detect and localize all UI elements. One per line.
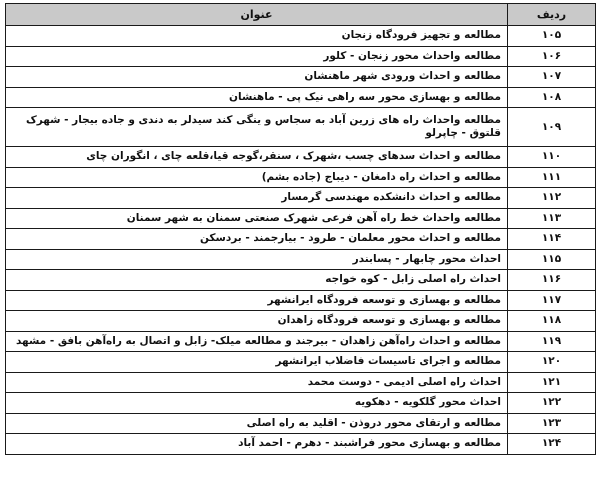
row-number-cell: ۱۰۹ xyxy=(508,108,596,147)
row-title-cell: مطالعه و احداث ورودی شهر ماهنشان xyxy=(6,67,508,88)
row-number-cell: ۱۲۴ xyxy=(508,434,596,455)
row-title-cell: احداث راه اصلی زابل - کوه خواجه xyxy=(6,270,508,291)
table-row xyxy=(6,413,596,434)
table-row xyxy=(6,290,596,311)
row-number-cell: ۱۰۷ xyxy=(508,67,596,88)
row-number-cell: ۱۲۱ xyxy=(508,372,596,393)
projects-table xyxy=(5,3,596,455)
row-number-cell: ۱۱۲ xyxy=(508,188,596,209)
row-number-cell: ۱۱۳ xyxy=(508,208,596,229)
row-title-cell: مطالعه و بهسازی و توسعه فرودگاه زاهدان xyxy=(6,311,508,332)
row-title-cell: مطالعه و احداث دانشکده مهندسی گرمسار xyxy=(6,188,508,209)
table-row xyxy=(6,208,596,229)
row-title-cell: مطالعه و ارتقای محور دروذن - اقلید به راه اصلی xyxy=(6,413,508,434)
table-row xyxy=(6,311,596,332)
row-title-cell: احداث محور چابهار - پسابندر xyxy=(6,249,508,270)
row-title-cell: احداث راه اصلی ادیمی - دوست محمد xyxy=(6,372,508,393)
row-number-cell: ۱۲۲ xyxy=(508,393,596,414)
table-row xyxy=(6,87,596,108)
row-number-cell: ۱۱۷ xyxy=(508,290,596,311)
row-title-cell: مطالعه و احداث راه دامغان - دیباج (جاده بشم) xyxy=(6,167,508,188)
table-row xyxy=(6,108,596,147)
table-row xyxy=(6,331,596,352)
table-body xyxy=(6,26,596,455)
row-title-cell: مطالعه و تجهیز فرودگاه زنجان xyxy=(6,26,508,47)
row-number-cell: ۱۱۴ xyxy=(508,229,596,250)
table-row xyxy=(6,46,596,67)
row-title-cell: مطالعه و احداث محور معلمان - طرود - بیارجمند - بردسکن xyxy=(6,229,508,250)
row-number-cell: ۱۱۸ xyxy=(508,311,596,332)
table-row xyxy=(6,434,596,455)
table-row xyxy=(6,147,596,168)
row-title-cell: مطالعه و بهسازی و توسعه فرودگاه ایرانشهر xyxy=(6,290,508,311)
row-number-cell: ۱۲۰ xyxy=(508,352,596,373)
row-title-cell: مطالعه واحداث محور زنجان - کلور xyxy=(6,46,508,67)
row-number-cell: ۱۰۸ xyxy=(508,87,596,108)
table-header xyxy=(6,4,596,26)
table-row xyxy=(6,270,596,291)
row-title-cell: مطالعه و احداث سدهای چسب ،شهرک ، سنقر،گوجه قیا،قلعه چای ، انگوران چای xyxy=(6,147,508,168)
table-row xyxy=(6,393,596,414)
table-row xyxy=(6,249,596,270)
table-row xyxy=(6,26,596,47)
row-number-cell: ۱۱۱ xyxy=(508,167,596,188)
row-title-cell: مطالعه و احداث راه‌آهن زاهدان - بیرجند و مطالعه میلک- زابل و اتصال به راه‌آهن بافق - مشهد xyxy=(6,331,508,352)
row-title-cell: احداث محور گلکویه - دهکویه xyxy=(6,393,508,414)
row-title-cell: مطالعه و بهسازی محور فراشبند - دهرم - احمد آباد xyxy=(6,434,508,455)
header-title: عنوان xyxy=(6,4,508,26)
row-number-cell: ۱۰۵ xyxy=(508,26,596,47)
row-number-cell: ۱۱۹ xyxy=(508,331,596,352)
table-row xyxy=(6,67,596,88)
row-number-cell: ۱۱۶ xyxy=(508,270,596,291)
header-row-number: ردیف xyxy=(508,4,596,26)
header-row xyxy=(6,4,596,26)
table-row xyxy=(6,167,596,188)
row-title-cell: مطالعه و اجرای تاسیسات فاضلاب ایرانشهر xyxy=(6,352,508,373)
table-row xyxy=(6,352,596,373)
row-number-cell: ۱۰۶ xyxy=(508,46,596,67)
row-number-cell: ۱۱۰ xyxy=(508,147,596,168)
row-title-cell: مطالعه واحداث خط راه آهن فرعی شهرک صنعتی سمنان به شهر سمنان xyxy=(6,208,508,229)
row-number-cell: ۱۱۵ xyxy=(508,249,596,270)
table-row xyxy=(6,372,596,393)
table-row xyxy=(6,229,596,250)
table-row xyxy=(6,188,596,209)
row-number-cell: ۱۲۳ xyxy=(508,413,596,434)
row-title-cell: مطالعه و بهسازی محور سه راهی نیک پی - ماهنشان xyxy=(6,87,508,108)
row-title-cell: مطالعه واحداث راه های زرین آباد به سجاس و ینگی کند سیدلر به دندی و جاده بیجار - شهرک قلتوق - چاپرلو xyxy=(6,108,508,147)
